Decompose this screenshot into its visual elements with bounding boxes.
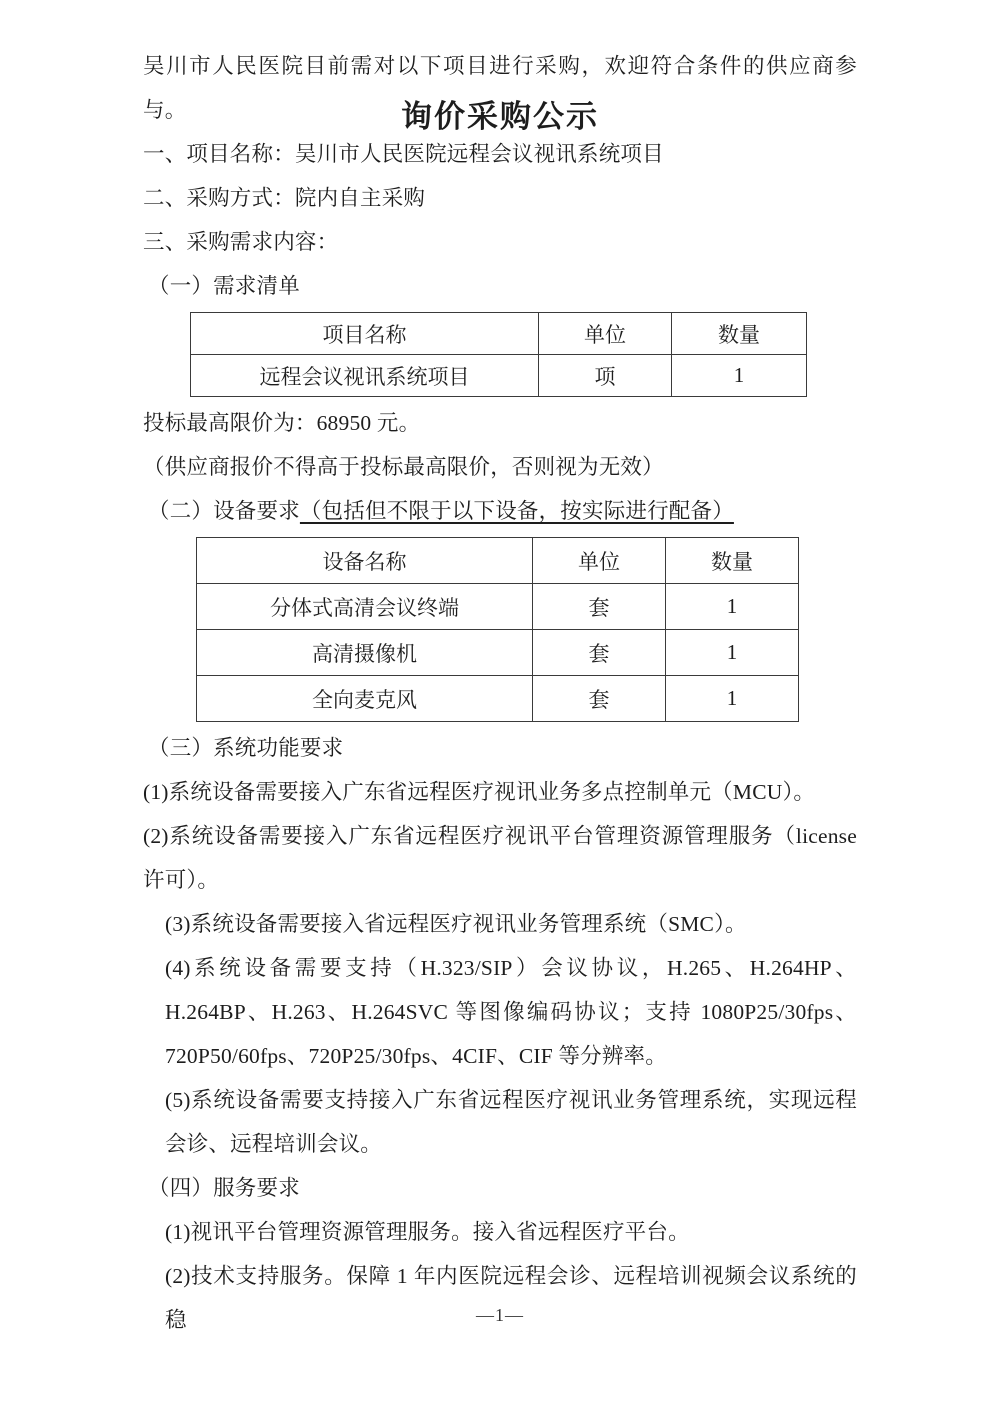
table-header-row xyxy=(197,538,799,584)
equipment-heading-plain: （二）设备要求 xyxy=(148,499,300,523)
table-row xyxy=(197,630,799,676)
column-header-unit: 单位 xyxy=(539,313,672,355)
equipment-heading-underlined: （包括但不限于以下设备，按实际进行配备） xyxy=(299,499,734,523)
function-item-3: (3)系统设备需要接入省远程医疗视讯业务管理系统（SMC）。 xyxy=(165,912,747,936)
table-row xyxy=(197,584,799,630)
function-item-2: (2)系统设备需要接入广东省远程医疗视讯平台管理资源管理服务（license 许可）。 xyxy=(143,824,857,892)
demand-list-table xyxy=(190,312,807,397)
function-item-4: (4)系统设备需要支持（H.323/SIP）会议协议，H.265、H.264HP、H.264BP、H.263、H.264SVC 等图像编码协议；支持 1080P25/30fps、720P50/60fps、720P25/30fps、4CIF、CIF 等分辨率。 xyxy=(165,956,857,1068)
subsection-system-function-heading: （三）系统功能要求 xyxy=(148,736,344,760)
column-header-quantity: 数量 xyxy=(672,313,807,355)
column-header-equipment-name: 设备名称 xyxy=(197,538,533,584)
page-title: 询价采购公示 xyxy=(401,99,599,134)
section-procurement-method: 二、采购方式：院内自主采购 xyxy=(143,186,426,210)
cell-quantity: 1 xyxy=(666,584,799,630)
cell-quantity: 1 xyxy=(666,676,799,722)
cell-unit: 项 xyxy=(539,355,672,397)
section-project-name: 一、项目名称：吴川市人民医院远程会议视讯系统项目 xyxy=(143,142,664,166)
cell-quantity: 1 xyxy=(672,355,807,397)
subsection-equipment-heading xyxy=(143,489,857,533)
document-body xyxy=(143,0,857,1342)
price-cap-note: （供应商报价不得高于投标最高限价，否则视为无效） xyxy=(143,455,664,479)
function-item-1: (1)系统设备需要接入广东省远程医疗视讯业务多点控制单元（MCU）。 xyxy=(143,780,816,804)
price-cap-paragraph: 投标最高限价为：68950 元。 xyxy=(143,411,421,435)
service-item-2: (2)技术支持服务。保障 1 年内医院远程会诊、远程培训视频会议系统的稳 xyxy=(165,1264,857,1332)
table-header-row xyxy=(191,313,807,355)
intro-paragraph: 吴川市人民医院目前需对以下项目进行采购，欢迎符合条件的供应商参与。 xyxy=(143,54,857,122)
section-requirements-heading: 三、采购需求内容： xyxy=(143,230,339,254)
table-row xyxy=(191,355,807,397)
table-row xyxy=(197,676,799,722)
page-number-footer: —1— xyxy=(476,1305,524,1325)
service-item-1: (1)视讯平台管理资源管理服务。接入省远程医疗平台。 xyxy=(165,1220,690,1244)
cell-equipment-name: 全向麦克风 xyxy=(197,676,533,722)
cell-unit: 套 xyxy=(533,676,666,722)
cell-item-name: 远程会议视讯系统项目 xyxy=(191,355,539,397)
column-header-item-name: 项目名称 xyxy=(191,313,539,355)
cell-equipment-name: 分体式高清会议终端 xyxy=(197,584,533,630)
equipment-table xyxy=(196,537,799,722)
subsection-service-heading: （四）服务要求 xyxy=(148,1176,300,1200)
cell-unit: 套 xyxy=(533,584,666,630)
cell-quantity: 1 xyxy=(666,630,799,676)
column-header-quantity: 数量 xyxy=(666,538,799,584)
cell-equipment-name: 高清摄像机 xyxy=(197,630,533,676)
function-item-5: (5)系统设备需要支持接入广东省远程医疗视讯业务管理系统，实现远程会诊、远程培训会议。 xyxy=(165,1088,857,1156)
cell-unit: 套 xyxy=(533,630,666,676)
subsection-demand-list-heading: （一）需求清单 xyxy=(148,274,300,298)
column-header-unit: 单位 xyxy=(533,538,666,584)
